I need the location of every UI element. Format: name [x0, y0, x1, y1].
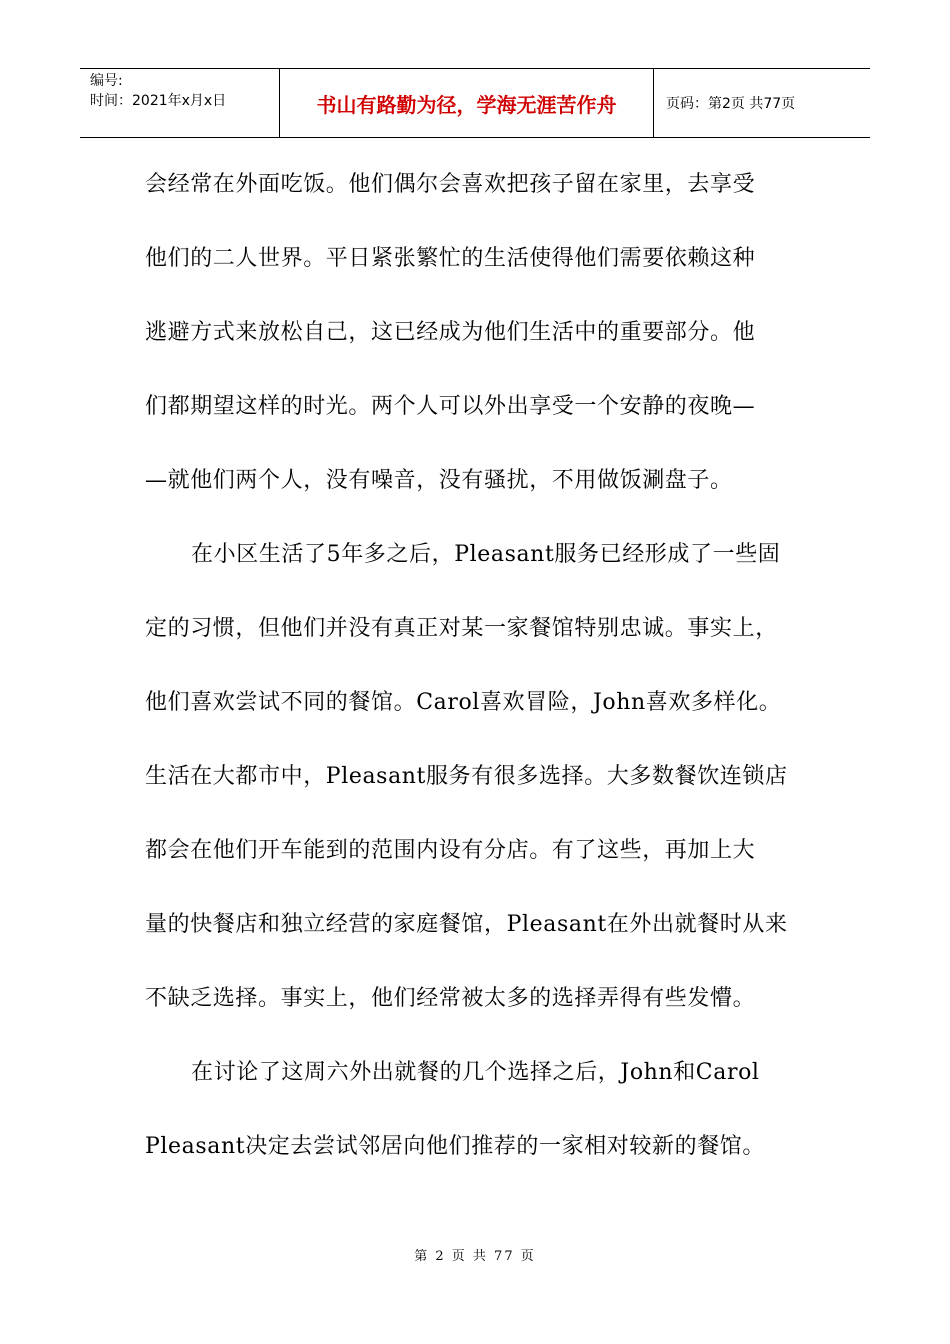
text-line: —就他们两个人，没有噪音，没有骚扰，不用做饭涮盘子。 — [145, 468, 733, 493]
page-footer: 第 2 页 共 77 页 — [414, 1249, 536, 1264]
time-label: 时间：2021年x月x日 — [90, 93, 227, 109]
text-line: 生活在大都市中，Pleasant服务有很多选择。大多数餐饮连锁店 — [145, 764, 788, 789]
header-motto: 书山有路勤为径，学海无涯苦作舟 — [280, 69, 654, 137]
page-header — [80, 68, 870, 138]
text-line: 会经常在外面吃饭。他们偶尔会喜欢把孩子留在家里，去享受 — [145, 172, 756, 197]
document-body — [145, 148, 825, 1184]
text-line: 在讨论了这周六外出就餐的几个选择之后，John和Carol — [191, 1060, 760, 1085]
text-line: 他们喜欢尝试不同的餐馆。Carol喜欢冒险，John喜欢多样化。 — [145, 690, 782, 715]
text-line: Pleasant决定去尝试邻居向他们推荐的一家相对较新的餐馆。 — [145, 1134, 765, 1159]
text-line: 都会在他们开车能到的范围内设有分店。有了这些，再加上大 — [145, 838, 756, 863]
header-info — [80, 69, 280, 137]
text-line: 在小区生活了5年多之后，Pleasant服务已经形成了一些固 — [191, 542, 781, 567]
header-page-number: 页码：第2页 共77页 — [666, 96, 796, 112]
text-line: 逃避方式来放松自己，这已经成为他们生活中的重要部分。他 — [145, 320, 756, 345]
text-line: 定的习惯，但他们并没有真正对某一家餐馆特别忠诚。事实上， — [145, 616, 778, 641]
text-line: 他们的二人世界。平日紧张繁忙的生活使得他们需要依赖这种 — [145, 246, 756, 271]
text-line: 不缺乏选择。事实上，他们经常被太多的选择弄得有些发懵。 — [145, 986, 756, 1011]
text-line: 们都期望这样的时光。两个人可以外出享受一个安静的夜晚— — [145, 394, 756, 419]
code-label: 编号: — [90, 73, 123, 89]
text-line: 量的快餐店和独立经营的家庭餐馆，Pleasant在外出就餐时从来 — [145, 912, 788, 937]
